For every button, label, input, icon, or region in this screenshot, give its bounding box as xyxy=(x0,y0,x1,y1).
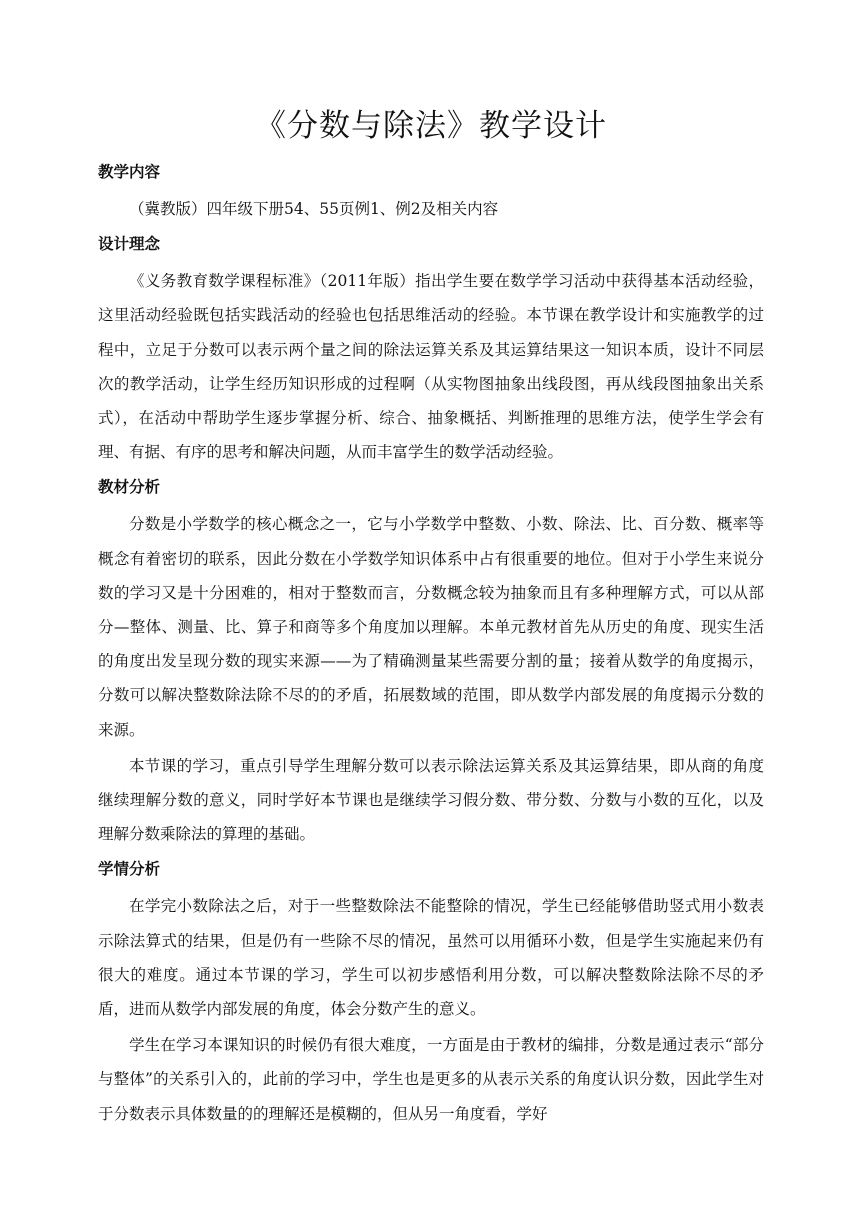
paragraph: 学生在学习本课知识的时候仍有很大难度，一方面是由于教材的编排，分数是通过表示“部分与整体”的关系引入的，此前的学习中，学生也是更多的从表示关系的角度认识分数，因此学生对于分数表示具体数量的的理解还是模糊的，但从另一角度看，学好 xyxy=(98,1036,764,1123)
document-title: 《分数与除法》教学设计 xyxy=(255,108,607,144)
paragraph: 本节课的学习，重点引导学生理解分数可以表示除法运算关系及其运算结果，即从商的角度继续理解分数的意义，同时学好本节课也是继续学习假分数、带分数、分数与小数的互化，以及理解分数乘除法的算理的基础。 xyxy=(98,756,764,844)
section-heading: 教学内容 xyxy=(98,163,161,181)
paragraph: 在学完小数除法之后，对于一些整数除法不能整除的情况，学生已经能够借助竖式用小数表示除法算式的结果，但是仍有一些除不尽的情况，虽然可以用循环小数，但是学生实施起来仍有很大的难度。通过本节课的学习，学生可以初步感悟利用分数，可以解决整数除法除不尽的矛盾，进而从数学内部发展的角度，体会分数产生的意义。 xyxy=(98,897,764,1019)
section-teaching-content xyxy=(98,160,764,226)
section-textbook-analysis xyxy=(98,475,764,851)
paragraph: （冀教版）四年级下册54、55页例1、例2及相关内容 xyxy=(129,200,499,218)
section-heading: 设计理念 xyxy=(98,235,161,254)
paragraph: 分数是小学数学的核心概念之一，它与小学数学中整数、小数、除法、比、百分数、概率等概念有着密切的联系，因此分数在小学数学知识体系中占有很重要的地位。但对于小学生来说分数的学习又是十分困难的，相对于整数而言，分数概念较为抽象而且有多种理解方式，可以从部分—整体、测量、比、算子和商等多个角度加以理解。本单元教材首先从历史的角度、现实生活的角度出发呈现分数的现实来源——为了精确测量某些需要分割的量；接着从数学的角度揭示，分数可以解决整数除法除不尽的的矛盾，拓展数域的范围，即从数学内部发展的角度揭示分数的来源。 xyxy=(98,515,764,739)
paragraph: 《义务教育数学课程标准》（2011年版）指出学生要在数学学习活动中获得基本活动经验，这里活动经验既包括实践活动的经验也包括思维活动的经验。本节课在教学设计和实施教学的过程中，立足于分数可以表示两个量之间的除法运算关系及其运算结果这一知识本质，设计不同层次的教学活动，让学生经历知识形成的过程啊（从实物图抽象出线段图，再从线段图抽象出关系式），在活动中帮助学生逐步掌握分析、综合、抽象概括、判断推理的思维方法，使学生学会有理、有据、有序的思考和解决问题，从而丰富学生的数学活动经验。 xyxy=(98,272,764,462)
section-heading: 学情分析 xyxy=(98,860,161,879)
section-student-analysis xyxy=(98,857,764,1130)
section-design-concept xyxy=(98,232,764,469)
section-heading: 教材分析 xyxy=(98,478,161,497)
